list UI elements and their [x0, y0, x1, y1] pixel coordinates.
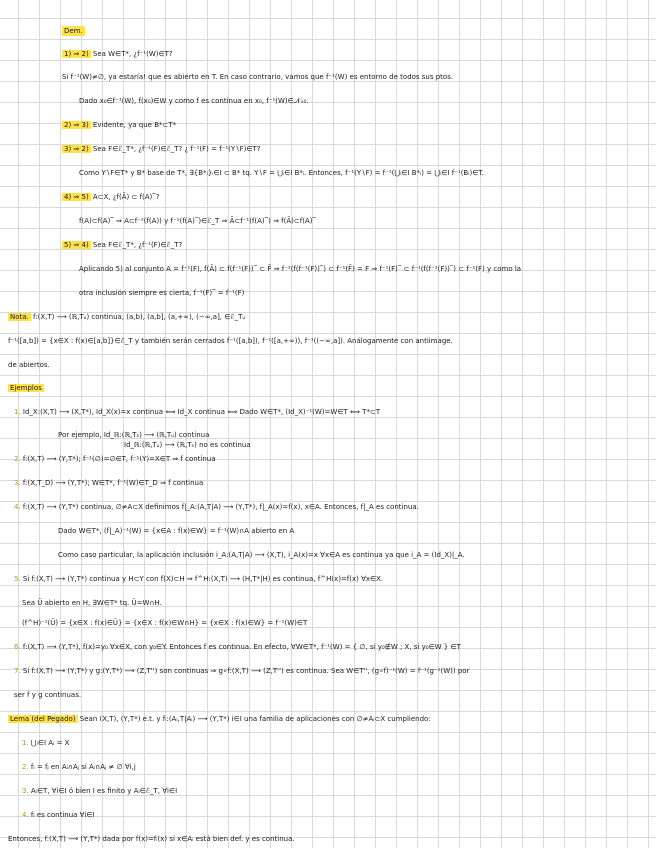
note-line — [62, 192, 160, 202]
note-line — [79, 288, 244, 298]
line-text: fᵢ = fⱼ en Aᵢ∩Aⱼ si Aᵢ∩Aⱼ ≠ ∅ ∀i,j — [30, 763, 136, 771]
line-text: (f^H)⁻¹(Ũ) = {x∈X : f(x)∈Ũ} = {x∈X : f(x)∈W∩H} = {x∈X : f(x)∈W} = f⁻¹(W)∈T — [22, 619, 308, 627]
line-tag: Nota. — [10, 313, 29, 321]
line-text: otra inclusión siempre es cierta, f⁻¹(F)‾ = f⁻¹(F) — [79, 289, 245, 297]
line-tag: 5) ⇒ 4) — [64, 241, 89, 249]
note-line — [62, 72, 453, 82]
line-text: Si f⁻¹(W)≠∅, ya estaría! que es abierto en T. En caso contrario, vamos que f⁻¹(W) es entorno de todos sus ptos. — [62, 73, 454, 81]
line-text: fᵢ es continua ∀i∈I — [30, 811, 95, 819]
line-text: Aplicando 5) al conjunto A = f⁻¹(F), f(Ā) ⊂ f(f⁻¹(F))‾ ⊂ F̄ ⇒ f⁻¹(f(f⁻¹(F))‾) ⊂ f⁻¹(F̄) = F ⇒ f⁻¹(F)‾ ⊂ f⁻¹(f(f⁻¹(F))‾) ⊂ f⁻¹(F) y como la — [79, 265, 522, 273]
note-line — [14, 690, 81, 700]
note-line — [58, 430, 209, 440]
line-text: Sean (X,T), (Y,T*) e.t. y fᵢ:(Aᵢ,T|Aᵢ) ⟶ (Y,T*) i∈I una familia de aplicaciones con ∅≠Aᵢ⊂X cumpliendo: — [79, 715, 431, 723]
note-line — [79, 216, 316, 226]
note-line — [14, 454, 216, 464]
line-tag: 4) ⇒ 5) — [64, 193, 89, 201]
line-text: Como caso particular, la aplicación inclusión i_A:(A,T|A) ⟶ (X,T), i_A(x)=x ∀x∈A es continua ya que i_A = (Id_X)|_A. — [58, 551, 465, 559]
note-line — [22, 786, 177, 796]
line-tag: 2. — [22, 763, 29, 771]
line-text: Aᵢ∈T, ∀i∈I ó bien I es finito y Aᵢ∈ℰ_T, ∀i∈I — [30, 787, 178, 795]
line-text: Por ejemplo, Id_ℝ:(ℝ,Tₛ) ⟶ (ℝ,Tᵤ) continua — [58, 431, 210, 439]
note-line — [62, 144, 260, 154]
line-tag: 3) ⇒ 2) — [64, 145, 89, 153]
line-text: Sea F∈ℰ_T*, ¿f⁻¹(F)∈ℰ_T? ¿ f⁻¹(F) = f⁻¹(Y∖F)∈T? — [92, 145, 261, 153]
line-text: Sea F∈ℰ_T*, ¿f⁻¹(F)∈ℰ_T? — [92, 241, 183, 249]
line-text: Evidente, ya que B*⊂T* — [92, 121, 177, 129]
line-text: Si f:(X,T) ⟶ (Y,T*) continua y H⊂Y con f(X)⊂H ⇒ f^H:(X,T) ⟶ (H,T*|H) es continua, f^H(x)=f(x) ∀x∈X. — [22, 575, 384, 583]
note-line — [8, 714, 431, 724]
line-tag: 4. — [22, 811, 29, 819]
note-line — [14, 666, 469, 676]
line-text: Dado W∈T*, (f|_A)⁻¹(W) = {x∈A : f(x)∈W} = f⁻¹(W)∩A abierto en A — [58, 527, 295, 535]
line-text: Id_ℝ:(ℝ,Tᵤ) ⟶ (ℝ,Tₛ) no es continua — [124, 441, 251, 449]
line-text: Como Y∖F∈T* y B* base de T*, ∃{B*ᵢ}ᵢ∈I ⊂ B* tq. Y∖F = ⋃ᵢ∈I B*ᵢ. Entonces, f⁻¹(Y∖F) = f⁻¹(⋃ᵢ∈I B*ᵢ) = ⋃ᵢ∈I f⁻¹(Bᵢ)∈T. — [79, 169, 484, 177]
note-line — [22, 810, 95, 820]
line-tag: 1. — [22, 739, 29, 747]
note-line — [62, 240, 182, 250]
note-line — [8, 336, 453, 346]
line-text: f(A)⊂f(A)‾ ⇒ A⊂f⁻¹(f(A)) y f⁻¹(f(A)‾)∈ℰ_T ⇒ Ā⊂f⁻¹(f(A)‾) ⇒ f(Ā)⊂f(A)‾ — [79, 217, 316, 225]
line-tag: 1. — [14, 408, 21, 416]
note-line — [8, 360, 50, 370]
line-tag: 3. — [22, 787, 29, 795]
line-text: f:(X,T) ⟶ (ℝ,Tᵤ) continua, (a,b), (a,b], (a,+∞), (−∞,a], ∈ℰ_Tᵤ — [33, 313, 246, 321]
line-text: f:(X,T_D) ⟶ (Y,T*); W∈T*, f⁻¹(W)∈T_D ⇒ f continua — [22, 479, 204, 487]
line-text: Id_X:(X,T) ⟶ (X,T*), Id_X(x)=x continua ⟺ Id_X continua ⟺ Dado W∈T*, (Id_X)⁻¹(W)=W∈T ⟺ T*⊂T — [22, 408, 381, 416]
line-text: f:(X,T) ⟶ (Y,T*) continua, ∅≠A⊂X definimos f|_A:(A,T|A) ⟶ (Y,T*), f|_A(x)=f(x), x∈A. Entonces, f|_A es continua. — [22, 503, 419, 511]
line-tag: 3. — [14, 479, 21, 487]
line-text: Dado x₀∈f⁻¹(W), f(x₀)∈W y como f es continua en x₀, f⁻¹(W)∈𝒩ₓ₀. — [79, 97, 309, 105]
line-tag: 6. — [14, 643, 21, 651]
note-line — [14, 502, 419, 512]
line-tag: Lema (del Pegado) — [10, 715, 76, 723]
note-line — [14, 642, 461, 652]
line-tag: 7. — [14, 667, 21, 675]
line-text: ⋃ᵢ∈I Aᵢ = X — [30, 739, 70, 747]
note-line — [22, 738, 69, 748]
line-tag: 1) ⇒ 2) — [64, 50, 89, 58]
line-text: f⁻¹([a,b]) = {x∈X : f(x)∈[a,b]}∈ℰ_T y también serán cerrados f⁻¹([a,b]), f⁻¹([a,+∞)), f⁻¹((−∞,a]). Análogamente con antiimage. — [8, 337, 453, 345]
line-text: A⊂X, ¿f(Ā) ⊂ f(A)‾? — [92, 193, 160, 201]
line-text: Sea W∈T*, ¿f⁻¹(W)∈T? — [92, 50, 173, 58]
note-line — [79, 168, 484, 178]
note-line — [14, 407, 380, 417]
line-text: Sea Ũ abierto en H, ∃W∈T* tq. Ũ=W∩H. — [22, 599, 162, 607]
note-line — [14, 478, 203, 488]
line-text: ser f y g continuas. — [14, 691, 82, 699]
line-tag: 2. — [14, 455, 21, 463]
note-line — [8, 312, 245, 322]
note-line — [58, 550, 465, 560]
note-line — [8, 834, 295, 844]
header-tag: Dem. — [64, 27, 83, 35]
line-text: Si f:(X,T) ⟶ (Y,T*) y g:(Y,T*) ⟶ (Z,T'') son continuas ⇒ g∘f:(X,T) ⟶ (Z,T'') es continua. Sea W∈T'', (g∘f)⁻¹(W) = f⁻¹(g⁻¹(W)) por — [22, 667, 470, 675]
note-line — [22, 598, 162, 608]
line-text: Entonces, f:(X,T) ⟶ (Y,T*) dada por f(x)=fᵢ(x) si x∈Aᵢ está bien def. y es continua. — [8, 835, 295, 843]
note-line — [58, 526, 294, 536]
note-line — [22, 762, 136, 772]
note-line — [79, 96, 309, 106]
line-tag: 5. — [14, 575, 21, 583]
line-text: f:(X,T) ⟶ (Y,T*), f(x)=y₀ ∀x∈X, con y₀∈Y. Entonces f es continua. En efecto, ∀W∈T*, f⁻¹(W) = { ∅, si y₀∉W ; X, si y₀∈W } ∈T — [22, 643, 461, 651]
line-tag: 4. — [14, 503, 21, 511]
line-tag: Ejemplos — [10, 384, 42, 392]
note-line — [8, 383, 44, 393]
line-text: de abiertos. — [8, 361, 50, 369]
note-line — [79, 264, 521, 274]
note-line — [124, 440, 251, 450]
line-text: f:(X,T) ⟶ (Y,T*); f⁻¹(∅)=∅∈T, f⁻¹(Y)=X∈T ⇒ f continua — [22, 455, 216, 463]
line-tag: 2) ⇒ 3) — [64, 121, 89, 129]
note-line — [62, 49, 173, 59]
note-line — [14, 574, 383, 584]
note-line — [22, 618, 307, 628]
note-line — [62, 120, 176, 130]
